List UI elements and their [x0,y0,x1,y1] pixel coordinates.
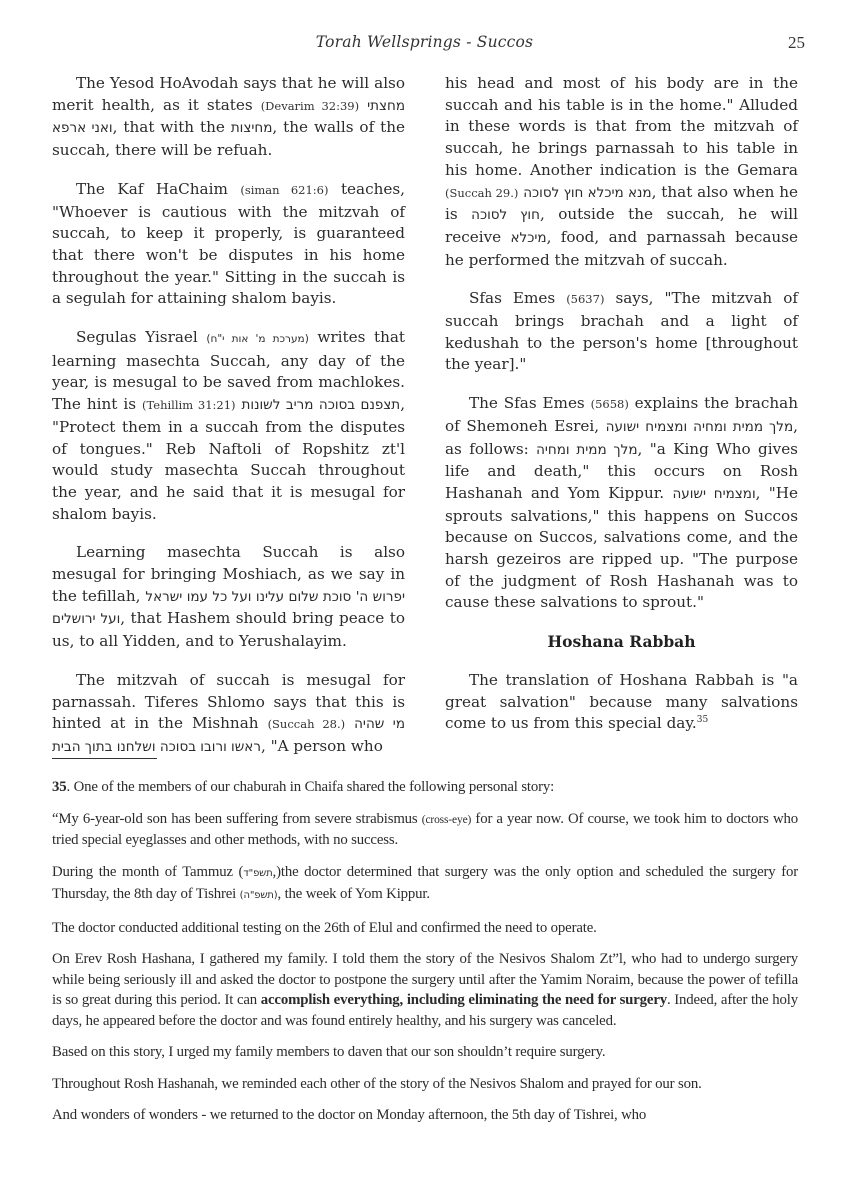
text: for a year now. Of course, we took him to doctors who tried special eyeglasses and other methods, with no success. [52,810,798,848]
text: , the week of Yom Kippur. [277,886,430,902]
paragraph-yesod-hoavodah [52,73,405,162]
text: , "Protect them in a succah from the disputes of tongues." Reb Naftoli of Ropshitz zt'l would study masechta Succah throughout the year, and he said that it is mesugal for shalom bayis. [52,395,406,523]
section-heading: Hoshana Rabbah [547,632,696,652]
running-header [0,33,849,57]
text: , that Hashem should bring peace to us, to all Yidden, and to Yerushalayim. [52,609,405,651]
source-citation-hebrew: (מערכת מ' אות י"ח) [206,333,309,346]
footnote-paragraph: Based on this story, I urged my family members to daven that our son shouldn’t require surgery. [52,1044,606,1060]
text: The translation of Hoshana Rabbah is "a great salvation" because many salvations come to us from this special day. [445,670,798,733]
text: , "a King Who gives life and death," this occurs on Rosh Hashanah and Yom Kippur. [445,439,798,502]
text: The mitzvah of succah is mesugal for parnassah. Tiferes Shlomo says that this is hinted at in the Mishnah [52,670,405,733]
hebrew-quote: מחצתי ואני ארפא [52,97,406,137]
source-citation: (Tehillim 31:21) [142,398,236,413]
text: The Yesod HoAvodah says that he will also merit health, as it states [52,74,405,114]
paragraph-segulas-yisrael [52,327,405,525]
footnote-paragraph [52,809,798,851]
paragraph-parnassah [52,670,405,759]
paragraph-sfas-emes-5658 [445,393,798,614]
paragraph-moshiach [52,542,405,653]
hebrew-term: מחיצות [230,120,273,137]
text: Segulas Yisrael [76,328,207,347]
text: explains the brachah of Shemoneh Esrei, [445,394,799,435]
text: During the month of Tammuz ( [52,863,244,880]
hebrew-year: תשפ"ד [243,867,273,879]
text: , food, and parnassah because he performed the mitzvah of succah. [445,227,798,269]
left-column [52,73,405,776]
text: . One of the members of our chaburah in Chaifa shared the following personal story: [66,779,555,795]
hebrew-quote: מלך ממית ומחיה [536,441,638,458]
text: , that with the [112,118,231,137]
page-number: 25 [788,33,805,52]
hebrew-quote: מלך ממית ומחיה ומצמיח ישועה [605,418,794,435]
hebrew-term: מיכלא [510,229,547,246]
text [359,96,367,114]
text: , "He sprouts salvations," this happens on Succos because on Succos, salvations come, and the harsh gezeiros are ripped up. "The purpose of the judgment of Rosh Hashanah was to cause these salvations to sprout." [445,483,798,612]
text: his head and most of his body are in the succah and his table is in the home." Alluded in these words is that from the mitzvah of succah, he brings parnassah to his table in his home. Another indication is the Gemara [445,74,798,179]
running-title: Torah Wellsprings - Succos [315,33,534,51]
text: ,)the doctor determined that surgery was the only option and scheduled the surgery for Thursday, the 8th day of Tishrei [52,863,799,902]
hebrew-term: חוץ לסוכה [471,207,540,224]
source-citation: (5658) [590,397,629,412]
text: says, "The mitzvah of succah brings brachah and a light of kedushah to the person's home [throughout the year]." [445,289,798,374]
text: teaches, "Whoever is cautious with the mitzvah of succah, to keep it properly, is guaranteed that there won't be disputes in his home throughout the year." Sitting in the succah is a segulah for attaining shalom bayis. [52,179,405,308]
right-column [445,73,798,752]
footnote-paragraph [52,862,798,907]
parenthetical: (cross-eye) [421,813,472,826]
source-citation: (Succah 28.) [267,717,346,732]
text: , outside the succah, he will receive [445,205,798,246]
body-columns [52,73,799,755]
text: writes that learning masechta Succah, any day of the year, is mesugal to be saved from machlokes. The hint is [52,328,406,414]
hebrew-quote: מנא מיכלא חוץ לסוכה [523,184,652,201]
footnote-paragraph [52,949,798,1031]
text: . Indeed, after the holy days, he appeared before the doctor and was found entirely healthy, and his surgery was canceled. [52,992,799,1029]
text: On Erev Rosh Hashana, I gathered my family. I told them the story of the Nesivos Shalom Zt”l, who had to undergo surgery while being seriously ill and asked the doctor to postpone the surgery until after the Yamim Noraim, because the power of tefilla is so great during this period. It can [52,951,798,1008]
source-citation: (5637) [566,292,605,307]
hebrew-year: (תשפ"ה) [239,890,278,901]
footnote-35 [52,777,798,798]
source-citation: (siman 621:6) [240,182,329,197]
text: , as follows: [445,416,798,458]
text: , "A person who [260,736,383,755]
hebrew-quote: ומצמיח ישועה [672,485,756,502]
text: “My 6-year-old son has been suffering from severe strabismus [52,810,422,827]
footnote-paragraph: Throughout Rosh Hashanah, we reminded each other of the story of the Nesivos Shalom and prayed for our son. [52,1075,702,1092]
source-citation: (Succah 29.) [445,185,519,200]
hebrew-quote: מי שהיה ראשו ורובו בסוכה ושלחנו בתוך הבית [52,716,405,755]
text: Learning masechta Succah is also mesugal for bringing Moshiach, as we say in the tefillah, [52,543,405,605]
footnotes [52,777,798,1137]
footnote-reference[interactable]: 35 [696,715,709,726]
text: The Sfas Emes [469,394,591,413]
emphasis: accomplish everything, including eliminating the need for surgery [260,992,668,1008]
hebrew-quote: תצפנם בסוכה מריב לשונות [241,397,401,414]
text: , that also when he is [445,182,798,224]
text: The Kaf HaChaim [76,179,241,198]
paragraph-kaf-hachaim [52,179,405,310]
source-citation: (Devarim 32:39) [260,98,360,113]
text [345,714,354,732]
footnote-divider [52,758,157,759]
text: Sfas Emes [469,289,567,308]
paragraph-sfas-emes-5637 [445,288,798,376]
footnote-paragraph: And wonders of wonders - we returned to the doctor on Monday afternoon, the 5th day of Tishrei, who [52,1107,647,1123]
text: , the walls of the succah, there will be refuah. [52,118,405,160]
footnote-number: 35 [52,779,67,795]
paragraph-continued [445,73,798,271]
paragraph-hoshana-rabbah [445,670,798,735]
hebrew-quote: יפרוש ה' סוכת שלום עלינו ועל כל עמו ישראל ועל ירושלים [52,588,405,628]
footnote-paragraph: The doctor conducted additional testing on the 26th of Elul and confirmed the need to operate. [52,919,597,936]
